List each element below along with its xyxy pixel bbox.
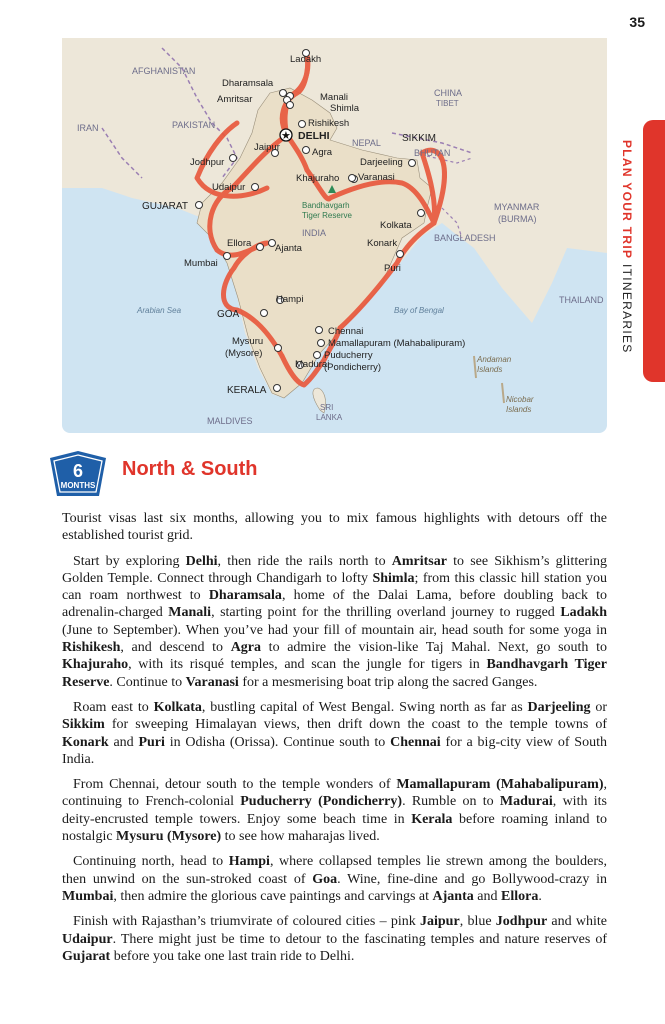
place-name: Mumbai: [62, 888, 114, 904]
svg-text:Amritsar: Amritsar: [217, 94, 253, 105]
svg-text:Islands: Islands: [506, 405, 532, 414]
svg-text:SRI: SRI: [320, 403, 334, 412]
svg-text:Darjeeling: Darjeeling: [360, 157, 403, 168]
place-name: Amritsar: [391, 553, 447, 569]
svg-text:CHINA: CHINA: [434, 88, 463, 98]
place-name: Sikkim: [62, 717, 105, 733]
place-name: Agra: [230, 640, 262, 656]
paragraph: Tourist visas last six months, allowing you to mix famous highlights with detours off the established tourist grid.: [62, 511, 607, 544]
svg-text:Kolkata: Kolkata: [380, 220, 412, 231]
itinerary-text: [62, 510, 607, 973]
svg-text:Rishikesh: Rishikesh: [308, 118, 350, 129]
svg-text:Bandhavgarh: Bandhavgarh: [302, 201, 350, 210]
svg-text:TIBET: TIBET: [436, 99, 459, 108]
paragraph: Finish with Rajasthan’s triumvirate of coloured cities – pink Jaipur, blue Jodhpur and white Udaipur. There might just be time to detour to the fascinating temples and nature reserves of Gujarat before you take one last train ride to Delhi.: [62, 914, 607, 964]
paragraph: Start by exploring Delhi, then ride the rails north to Amritsar to see Sikhism’s glittering Golden Temple. Connect through Chandigarh to lofty Shimla; from this classic hill station you can roam northwest to Dharamsala, home of the Dalai Lama, before doubling back to adrenalin-charged Manali, starting point for the thrilling overland journey to rugged Ladakh (June to September). When you’ve had your fill of mountain air, head south for some yoga in Rishikesh, and descend to Agra to admire the vision-like Taj Mahal. Next, go south to Khajuraho, with its risqué temples, and scan the jungle for tigers in Bandhavgarh Tiger Reserve. Continue to Varanasi for a mesmerising boat trip along the sacred Ganges.: [62, 553, 608, 690]
svg-text:SIKKIM: SIKKIM: [402, 133, 436, 144]
paragraph: From Chennai, detour south to the temple wonders of Mamallapuram (Mahabalipuram), continuing to French-colonial Puducherry (Pondicherry). Rumble on to Madurai, with its deity-encrusted temple towers. Enjoy some beach time in Kerala before roaming inland to nostalgic Mysuru (Mysore) to see how maharajas lived.: [62, 777, 607, 845]
place-name: Puducherry (Pondicherry): [240, 794, 403, 810]
page-number: 35: [629, 14, 645, 30]
paragraph: Roam east to Kolkata, bustling capital of West Bengal. Swing north as far as Darjeeling or Sikkim for sweeping Himalayan views, then drift down the coast to the temple towns of Konark and Puri in Odisha (Orissa). Continue south to Chennai for a big-city view of South India.: [62, 699, 607, 767]
place-name: Khajuraho: [62, 657, 129, 673]
svg-text:AFGHANISTAN: AFGHANISTAN: [132, 66, 196, 76]
place-name: Dharamsala: [208, 588, 282, 604]
svg-text:LANKA: LANKA: [316, 413, 343, 422]
svg-text:Ladakh: Ladakh: [290, 54, 322, 65]
svg-text:Nicobar: Nicobar: [506, 395, 534, 404]
svg-text:NEPAL: NEPAL: [352, 138, 381, 148]
svg-text:Varanasi: Varanasi: [358, 172, 395, 183]
svg-text:Puri: Puri: [384, 263, 401, 274]
svg-text:(Pondicherry): (Pondicherry): [324, 362, 382, 373]
svg-text:(Mysore): (Mysore): [225, 348, 263, 359]
place-name: Puri: [138, 734, 165, 750]
svg-text:Khajuraho: Khajuraho: [296, 173, 340, 184]
place-name: Darjeeling: [527, 699, 591, 715]
svg-text:★: ★: [281, 130, 291, 142]
itinerary-map: [62, 38, 607, 433]
place-name: Manali: [168, 605, 212, 621]
svg-text:Manali: Manali: [320, 92, 348, 103]
svg-text:GOA: GOA: [217, 309, 240, 320]
svg-text:Puducherry: Puducherry: [324, 350, 373, 361]
svg-text:(BURMA): (BURMA): [498, 214, 537, 224]
svg-text:Mysuru: Mysuru: [232, 336, 264, 347]
svg-text:INDIA: INDIA: [302, 228, 327, 238]
place-name: Kolkata: [153, 699, 202, 715]
svg-text:Andaman: Andaman: [477, 355, 512, 364]
place-name: Shimla: [372, 570, 415, 586]
paragraph: Continuing north, head to Hampi, where collapsed temples lie strewn among the boulders, then unwind on the sun-stroked coast of Goa. Wine, fine-dine and go Bollywood-crazy in Mumbai, then admire the glorious cave paintings and carvings at Ajanta and Ellora.: [62, 854, 607, 904]
svg-text:Jodhpur: Jodhpur: [190, 157, 225, 168]
svg-text:GUJARAT: GUJARAT: [142, 201, 188, 212]
svg-text:Islands: Islands: [477, 365, 503, 374]
chapter-label: PLAN YOUR TRIP ITINERARIES: [620, 140, 634, 354]
place-name: Varanasi: [185, 674, 239, 690]
place-name: Bandhavgarh Tiger Reserve: [62, 657, 607, 690]
duration-badge: [47, 449, 109, 499]
svg-text:Jaipur: Jaipur: [254, 142, 280, 153]
place-name: Mamallapuram (Mahabalipuram): [396, 777, 604, 793]
place-name: Delhi: [185, 553, 218, 569]
svg-text:Mumbai: Mumbai: [184, 258, 218, 269]
place-name: Ellora: [500, 888, 539, 904]
svg-text:BHUTAN: BHUTAN: [414, 148, 451, 158]
svg-text:Agra: Agra: [312, 147, 333, 158]
place-name: Rishikesh: [62, 640, 121, 656]
place-name: Gujarat: [62, 948, 111, 964]
svg-text:Hampi: Hampi: [276, 294, 304, 305]
section-title: North & South: [122, 458, 258, 480]
svg-text:BANGLADESH: BANGLADESH: [434, 233, 496, 243]
place-name: Jaipur: [420, 914, 460, 930]
svg-text:Ajanta: Ajanta: [275, 243, 302, 254]
place-name: Chennai: [390, 734, 441, 750]
svg-text:Madurai: Madurai: [295, 359, 330, 370]
chapter-tab: [643, 120, 665, 382]
place-name: Goa: [312, 871, 338, 887]
svg-text:PAKISTAN: PAKISTAN: [172, 120, 216, 130]
place-name: Mysuru (Mysore): [116, 829, 222, 845]
svg-text:Mamallapuram (Mahabalipuram): Mamallapuram (Mahabalipuram): [328, 338, 466, 349]
svg-text:Ellora: Ellora: [227, 238, 252, 249]
svg-text:DELHI: DELHI: [298, 130, 330, 142]
svg-text:6: 6: [72, 461, 84, 481]
svg-text:Dharamsala: Dharamsala: [222, 78, 274, 89]
place-name: Ajanta: [432, 888, 474, 904]
svg-text:THAILAND: THAILAND: [559, 295, 604, 305]
svg-text:MONTHS: MONTHS: [60, 481, 96, 490]
svg-text:Chennai: Chennai: [328, 326, 364, 337]
svg-text:MALDIVES: MALDIVES: [207, 416, 253, 426]
svg-text:Udaipur: Udaipur: [212, 182, 246, 193]
svg-text:Konark: Konark: [367, 238, 398, 249]
svg-text:Tiger Reserve: Tiger Reserve: [302, 211, 352, 220]
svg-text:KERALA: KERALA: [227, 385, 267, 396]
place-name: Konark: [62, 734, 109, 750]
place-name: Jodhpur: [495, 914, 548, 930]
svg-text:IRAN: IRAN: [77, 123, 99, 133]
svg-text:Shimla: Shimla: [330, 103, 360, 114]
svg-text:MYANMAR: MYANMAR: [494, 202, 540, 212]
svg-text:Bay of Bengal: Bay of Bengal: [394, 306, 444, 315]
place-name: Madurai: [499, 794, 553, 810]
svg-text:Arabian Sea: Arabian Sea: [137, 306, 182, 315]
place-name: Ladakh: [560, 605, 608, 621]
place-name: Udaipur: [62, 931, 113, 947]
place-name: Kerala: [411, 811, 453, 827]
place-name: Hampi: [228, 854, 270, 870]
